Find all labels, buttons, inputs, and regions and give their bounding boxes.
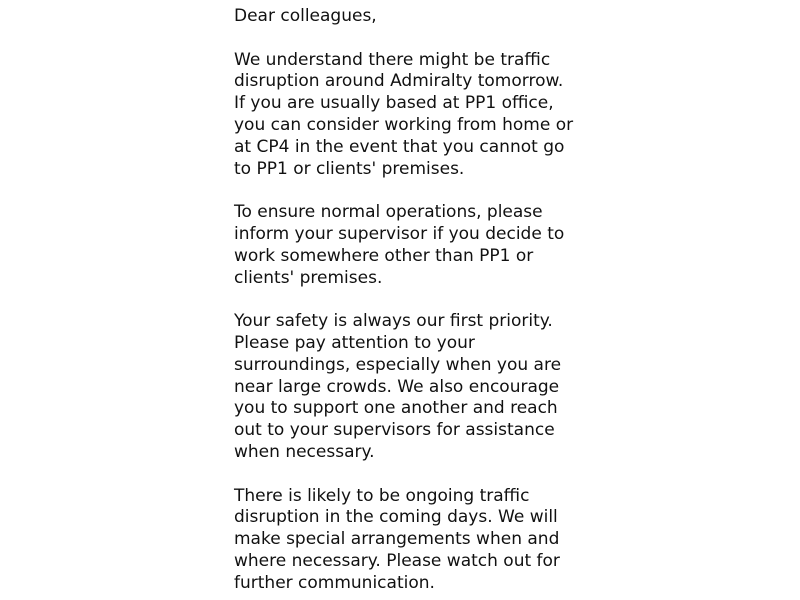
paragraph-line: where necessary. Please watch out for: [234, 550, 560, 571]
paragraph-line: when necessary.: [234, 441, 375, 462]
paragraph-line: you can consider working from home or: [234, 114, 574, 135]
paragraph-line: out to your supervisors for assistance: [234, 420, 555, 441]
paragraph-gap: [234, 289, 594, 311]
paragraph-line: surroundings, especially when you are: [234, 354, 562, 375]
paragraph-line: work somewhere other than PP1 or: [234, 245, 534, 266]
paragraph-ongoing-disruption: [234, 486, 594, 595]
paragraph-line: clients' premises.: [234, 267, 383, 288]
paragraph-line: further communication.: [234, 572, 435, 593]
paragraph-line: If you are usually based at PP1 office,: [234, 93, 554, 114]
paragraph-gap: [234, 28, 594, 50]
paragraph-gap: [234, 180, 594, 202]
greeting: Dear colleagues,: [234, 6, 377, 26]
paragraph-line: Your safety is always our first priority.: [234, 311, 553, 332]
paragraph-normal-operations: [234, 202, 594, 289]
paragraph-line: We understand there might be traffic: [234, 49, 551, 70]
paragraph-line: near large crowds. We also encourage: [234, 376, 560, 397]
paragraph-line: disruption in the coming days. We will: [234, 507, 558, 528]
paragraph-line: make special arrangements when and: [234, 529, 560, 550]
paragraph-gap: [234, 464, 594, 486]
paragraph-line: There is likely to be ongoing traffic: [234, 485, 530, 506]
letter-body: [234, 6, 594, 595]
paragraph-line: you to support one another and reach: [234, 398, 558, 419]
paragraph-line: to PP1 or clients' premises.: [234, 158, 465, 179]
paragraph-line: inform your supervisor if you decide to: [234, 223, 565, 244]
paragraph-line: To ensure normal operations, please: [234, 202, 543, 223]
paragraph-safety: [234, 311, 594, 464]
paragraph-traffic-disruption: [234, 50, 594, 181]
paragraph-line: Please pay attention to your: [234, 332, 475, 353]
paragraph-line: at CP4 in the event that you cannot go: [234, 136, 565, 157]
paragraph-line: disruption around Admiralty tomorrow.: [234, 71, 564, 92]
